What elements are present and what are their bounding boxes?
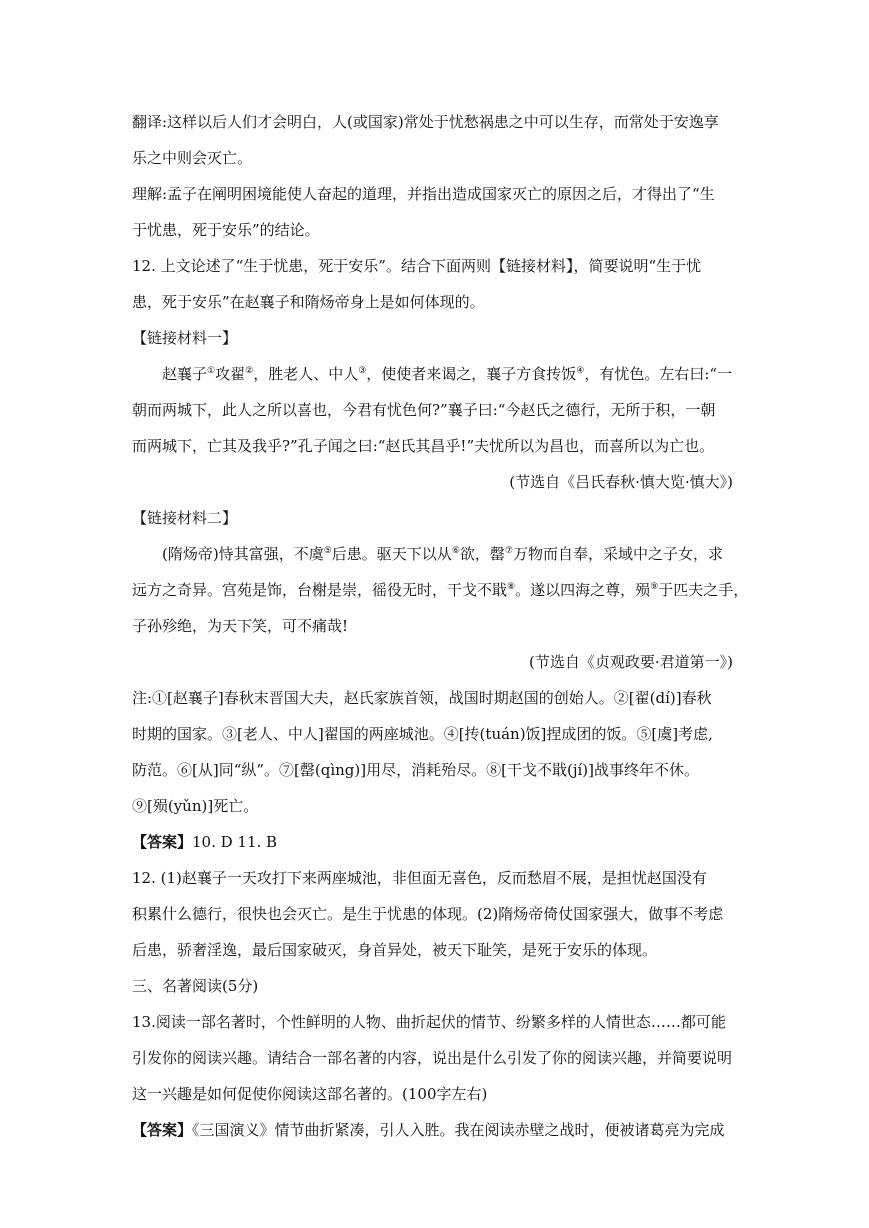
- footnote-ref: ①: [207, 366, 216, 376]
- answer-12-line-3: 后患，骄奢淫逸，最后国家破灭，身首异处，被天下耻笑，是死于安乐的体现。: [132, 941, 658, 959]
- footnote-ref: ⑧: [507, 582, 516, 592]
- answer-13: 【答案】《三国演义》情节曲折紧凑，引人入胜。我在阅读赤壁之战时，便被诸葛亮为完成: [132, 1121, 725, 1139]
- question-13-line-1: 13.阅读一部名著时，个性鲜明的人物、曲折起伏的情节、纷繁多样的人情世态……都可能: [132, 1013, 726, 1031]
- question-13-line-3: 这一兴趣是如何促使你阅读这部名著的。(100字左右): [132, 1085, 488, 1103]
- understanding-line-2: 于忧患，死于安乐”的结论。: [132, 221, 320, 239]
- footnote-ref: ⑤: [323, 546, 332, 556]
- notes-line-1: 注:①[赵襄子]春秋末晋国大夫，赵氏家族首领，战国时期赵国的创始人。②[翟(dí)]春秋: [132, 689, 712, 707]
- section-3-heading: 三、名著阅读(5分): [132, 977, 259, 995]
- answer-10-11: 【答案】10. D 11. B: [132, 833, 278, 851]
- material-1-line-2: 朝而两城下，此人之所以喜也，今君有忧色何?”襄子曰:“今赵氏之德行，无所于积，一朝: [132, 401, 716, 419]
- translation-line-2: 乐之中则会灭亡。: [132, 149, 253, 167]
- answer-12-line-2: 积累什么德行，很快也会灭亡。是生于忧患的体现。(2)隋炀帝倚仗国家强大，做事不考虑: [132, 905, 724, 923]
- question-13-line-2: 引发你的阅读兴趣。请结合一部名著的内容，说出是什么引发了你的阅读兴趣，并简要说明: [132, 1049, 733, 1067]
- footnote-ref: ⑥: [451, 546, 460, 556]
- footnote-ref: ②: [245, 366, 254, 376]
- footnote-ref: ④: [576, 366, 585, 376]
- answer-label: 【答案】: [132, 1121, 193, 1139]
- answer-label: 【答案】: [132, 833, 193, 851]
- footnote-ref: ③: [358, 366, 367, 376]
- notes-line-3: 防范。⑥[从]同“纵”。⑦[罄(qìng)]用尽，消耗殆尽。⑧[干戈不戢(jí)]战事终年不休。: [132, 761, 699, 779]
- understanding-line-1: 理解:孟子在阐明困境能使人奋起的道理，并指出造成国家灭亡的原因之后，才得出了“生: [132, 185, 715, 203]
- material-2-line-2: 远方之奇异。宫苑是饰，台榭是崇，徭役无时，干戈不戢⑧。遂以四海之尊，殒⑨于匹夫之手，: [132, 581, 749, 599]
- footnote-ref: ⑦: [504, 546, 513, 556]
- material-1-line-1: 赵襄子①攻翟②，胜老人、中人③，使使者来谒之，襄子方食抟饭④，有忧色。左右曰:“一: [162, 365, 733, 383]
- material-1-source: (节选自《吕氏春秋·慎大览·慎大》): [509, 473, 733, 491]
- material-2-source: (节选自《贞观政要·君道第一》): [529, 653, 733, 671]
- footnote-ref: ⑨: [650, 582, 659, 592]
- question-12-line-1: 12. 上文论述了“生于忧患，死于安乐”。结合下面两则【链接材料】，简要说明“生于忧: [132, 257, 702, 275]
- material-1-line-3: 而两城下，亡其及我乎?”孔子闻之曰:“赵氏其昌乎!”夫忧所以为昌也，而喜所以为亡也。: [132, 437, 715, 455]
- material-1-title: 【链接材料一】: [132, 329, 238, 347]
- material-2-line-3: 子孙殄绝，为天下笑，可不痛哉!: [132, 617, 349, 635]
- material-2-line-1: (隋炀帝)恃其富强，不虞⑤后患。驱天下以从⑥欲，罄⑦万物而自奉，采域中之子女，求: [162, 545, 723, 563]
- notes-line-2: 时期的国家。③[老人、中人]翟国的两座城池。④[抟(tuán)饭]捏成团的饭。⑤[虞]考虑,: [132, 725, 713, 743]
- material-2-title: 【链接材料二】: [132, 509, 238, 527]
- translation-line-1: 翻译:这样以后人们才会明白，人(或国家)常处于忧愁祸患之中可以生存，而常处于安逸享: [132, 113, 719, 131]
- notes-line-4: ⑨[殒(yǔn)]死亡。: [132, 797, 259, 815]
- question-12-line-2: 患，死于安乐”在赵襄子和隋炀帝身上是如何体现的。: [132, 293, 485, 311]
- answer-12-line-1: 12. (1)赵襄子一天攻打下来两座城池，非但面无喜色，反而愁眉不展，是担忧赵国没有: [132, 869, 707, 887]
